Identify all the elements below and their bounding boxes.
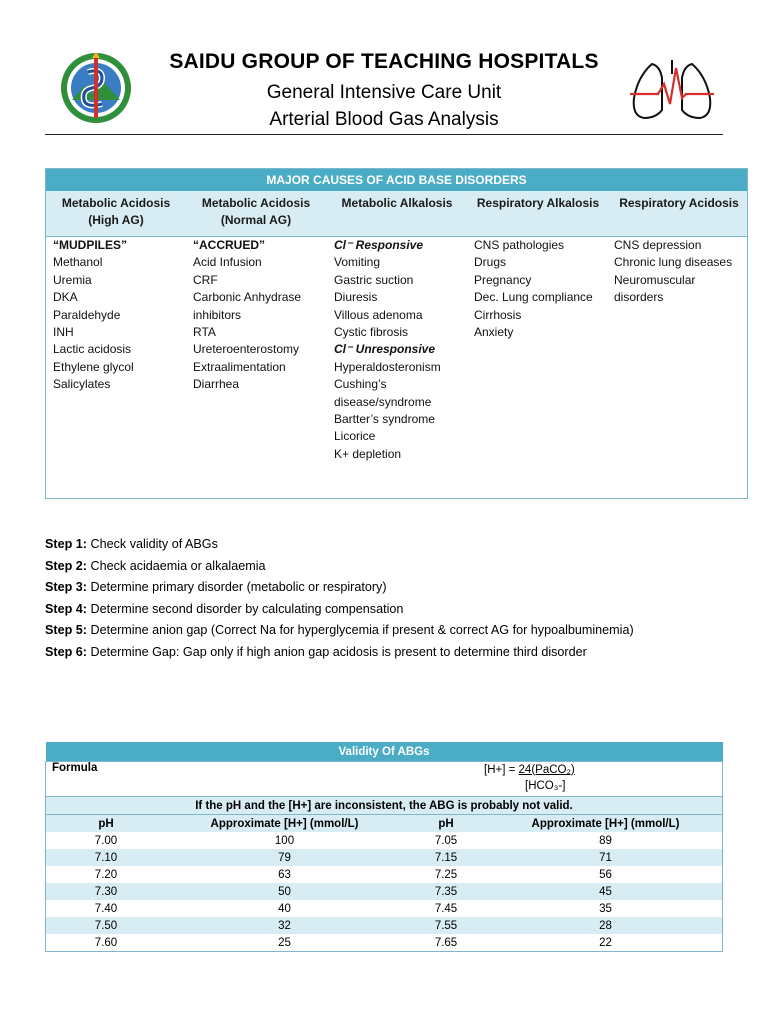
table-row [46, 832, 723, 849]
header-divider [45, 134, 723, 135]
list-item: Dec. Lung compliance [474, 290, 593, 305]
list-item: Vomiting [334, 255, 381, 270]
step-label: Step 4: [45, 601, 87, 616]
step-label: Step 2: [45, 558, 87, 573]
table-cell: 7.15 [434, 851, 458, 864]
formula-expression [403, 762, 723, 797]
list-item: disease/syndrome [334, 394, 432, 409]
column-header-ph: pH [438, 817, 454, 830]
column-header-metabolic-alkalosis [332, 195, 462, 212]
table-cell: 35 [489, 900, 722, 917]
formula-lhs: [H+] = [484, 764, 519, 776]
list-item: Bartter’s syndrome [334, 412, 435, 427]
column-header-h-concentration: Approximate [H+] (mmol/L) [210, 817, 359, 830]
list-item: CNS pathologies [474, 238, 565, 252]
column-header-line: (High AG) [88, 213, 144, 227]
formula-numerator: 24(PaCO₂) [518, 764, 575, 776]
column-header-respiratory-acidosis [612, 195, 746, 212]
list-item: inhibitors [193, 307, 242, 322]
list-subheading: Cl⁻ Unresponsive [334, 342, 436, 357]
list-item: Ureteroenterostomy [193, 342, 300, 357]
validity-note: If the pH and the [H+] are inconsistent, the ABG is probably not valid. [46, 797, 723, 815]
list-item: Lactic acidosis [53, 342, 132, 357]
validity-table-title: Validity Of ABGs [46, 742, 723, 762]
column-header-line: Respiratory Alkalosis [476, 196, 600, 210]
table-cell: 7.40 [46, 900, 167, 917]
step-text: Determine second disorder by calculating compensation [87, 601, 404, 616]
column-header-ph: pH [46, 815, 167, 833]
table-cell: 7.55 [434, 919, 458, 932]
step-item [45, 534, 634, 556]
list-item: DKA [53, 290, 78, 305]
list-item: Ethylene glycol [53, 359, 134, 374]
table-row [46, 917, 723, 934]
table-cell: 7.65 [403, 934, 489, 952]
table-cell: 7.20 [46, 866, 167, 883]
table-cell: 56 [489, 866, 722, 883]
table-cell: 100 [274, 834, 295, 847]
step-item [45, 620, 634, 642]
formula-denominator: [HCO₃-] [525, 780, 566, 792]
causes-list-metabolic-alkalosis [334, 237, 441, 463]
table-cell: 40 [278, 902, 291, 915]
table-cell: 7.50 [46, 917, 167, 934]
validity-header-row [46, 815, 723, 833]
page-subtitle-topic: Arterial Blood Gas Analysis [269, 109, 499, 130]
table-cell: 7.05 [434, 834, 458, 847]
list-item: Gastric suction [334, 272, 414, 287]
step-label: Step 6: [45, 644, 87, 659]
column-header-high-ag [52, 195, 180, 229]
step-item [45, 642, 634, 664]
column-header-line: Respiratory Acidosis [619, 196, 739, 210]
list-item: Neuromuscular [614, 272, 696, 287]
table-cell: 28 [489, 917, 722, 934]
list-item: Hyperaldosteronism [334, 359, 441, 374]
step-text: Determine anion gap (Correct Na for hyperglycemia if present & correct AG for hypoalbuminemia) [87, 623, 634, 637]
list-item: “MUDPILES” [53, 238, 128, 252]
step-item [45, 556, 634, 578]
list-item: CRF [193, 272, 218, 287]
page-subtitle-unit: General Intensive Care Unit [266, 82, 502, 103]
list-item: Acid Infusion [193, 255, 262, 270]
causes-list-normal-ag [193, 237, 301, 394]
formula-row [46, 762, 723, 797]
list-item: RTA [193, 325, 216, 340]
causes-list-high-ag [53, 237, 134, 394]
table-cell: 89 [489, 832, 722, 849]
list-item: K+ depletion [334, 446, 402, 461]
step-text: Check validity of ABGs [87, 537, 218, 551]
table-cell: 7.30 [46, 883, 167, 900]
list-item: disorders [614, 290, 664, 305]
list-item: Anxiety [474, 325, 514, 340]
list-item: Paraldehyde [53, 307, 121, 322]
column-header-h-concentration: Approximate [H+] (mmol/L) [489, 815, 722, 833]
column-header-line: Metabolic Acidosis [61, 196, 171, 210]
list-item: Cirrhosis [474, 307, 522, 322]
column-header-line: Metabolic Alkalosis [341, 196, 453, 210]
list-item: INH [53, 325, 74, 340]
table-cell: 7.45 [434, 902, 458, 915]
step-text: Determine primary disorder (metabolic or respiratory) [87, 580, 387, 594]
table-cell: 7.00 [46, 832, 167, 849]
list-item: Cushing’s [334, 377, 387, 392]
causes-list-respiratory-alkalosis [474, 237, 593, 341]
table-row [46, 849, 723, 866]
validity-title-row [46, 742, 723, 762]
step-label: Step 1: [45, 537, 87, 551]
causes-table-heading: MAJOR CAUSES OF ACID BASE DISORDERS [46, 169, 747, 191]
step-text: Check acidaemia or alkalaemia [87, 558, 266, 573]
table-cell: 50 [278, 885, 291, 898]
list-item: Drugs [474, 255, 507, 270]
table-cell: 63 [278, 868, 291, 881]
table-cell: 71 [489, 849, 722, 866]
table-row [46, 883, 723, 900]
list-item: Licorice [334, 429, 376, 444]
causes-column-headers [46, 191, 747, 237]
page-title: SAIDU GROUP OF TEACHING HOSPITALS [169, 50, 599, 73]
abg-validity-table [45, 742, 723, 952]
list-item: Extraalimentation [193, 359, 286, 374]
list-item: Diuresis [334, 290, 378, 305]
table-cell: 79 [278, 851, 291, 864]
list-item: Pregnancy [474, 272, 532, 287]
table-cell: 22 [489, 934, 722, 952]
list-subheading: Cl⁻ Responsive [334, 238, 424, 252]
step-label: Step 5: [45, 623, 87, 637]
table-row [46, 866, 723, 883]
list-item: Diarrhea [193, 377, 240, 392]
column-header-normal-ag [192, 195, 320, 229]
list-item: Methanol [53, 255, 103, 270]
step-text: Determine Gap: Gap only if high anion gap acidosis is present to determine third disorder [87, 644, 587, 659]
list-item: Uremia [53, 272, 92, 287]
formula-line [484, 762, 722, 778]
table-cell: 7.60 [46, 934, 167, 952]
table-row [46, 934, 723, 952]
table-cell: 7.25 [434, 868, 458, 881]
formula-label: Formula [46, 762, 404, 797]
list-item: Villous adenoma [334, 307, 423, 322]
step-item [45, 577, 634, 599]
page-header [0, 0, 768, 140]
column-header-respiratory-alkalosis [470, 195, 606, 212]
list-item: Salicylates [53, 377, 111, 392]
column-header-line: Metabolic Acidosis [201, 196, 311, 210]
list-item: “ACCRUED” [193, 238, 265, 252]
table-cell: 45 [489, 883, 722, 900]
table-cell: 7.35 [434, 885, 458, 898]
list-item: Chronic lung diseases [614, 255, 733, 270]
abg-steps-list [45, 534, 634, 663]
table-cell: 7.10 [46, 849, 167, 866]
table-cell: 32 [278, 919, 291, 932]
step-label: Step 3: [45, 580, 87, 594]
column-header-line: (Normal AG) [220, 213, 292, 227]
validity-note-row [46, 797, 723, 815]
list-item: Carbonic Anhydrase [193, 290, 302, 305]
list-item: CNS depression [614, 238, 702, 252]
causes-list-respiratory-acidosis [614, 237, 732, 307]
table-row [46, 900, 723, 917]
acid-base-causes-table [45, 168, 748, 499]
table-cell: 25 [166, 934, 403, 952]
list-item: Cystic fibrosis [334, 325, 409, 340]
step-item [45, 599, 634, 621]
